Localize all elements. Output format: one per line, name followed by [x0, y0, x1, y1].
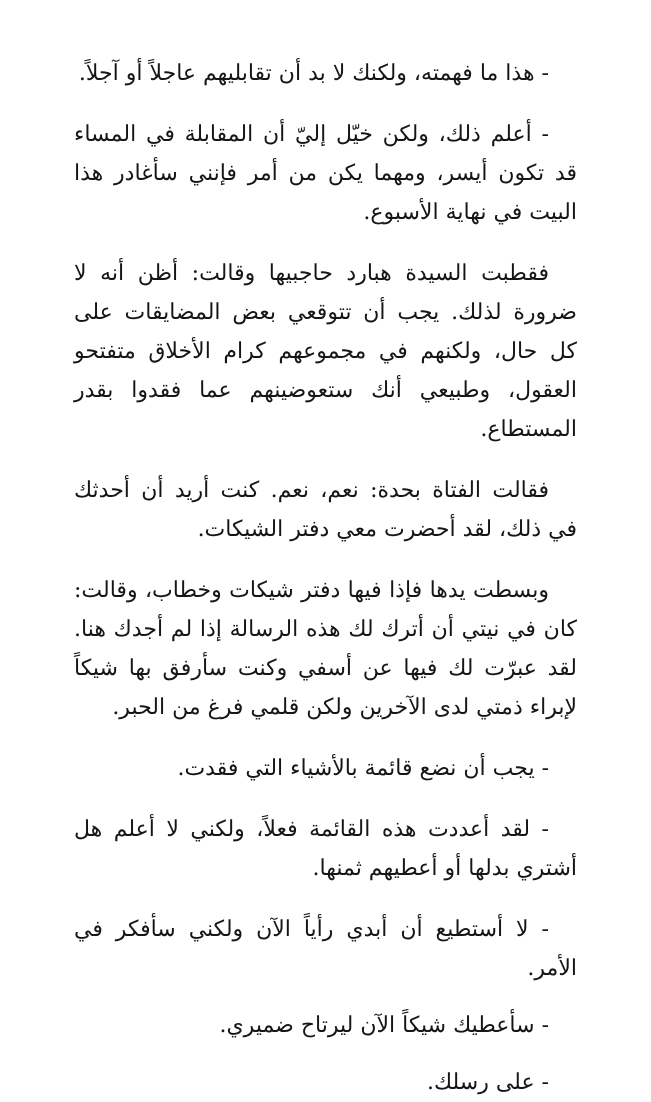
- paragraph-8: - لا أستطيع أن أبدي رأياً الآن ولكني سأفكر في الأمر.: [74, 917, 577, 981]
- paragraph-4: فقالت الفتاة بحدة: نعم، نعم. كنت أريد أن أحدثك في ذلك، لقد أحضرت معي دفتر الشيكات.: [74, 478, 577, 542]
- paragraph-5: وبسطت يدها فإذا فيها دفتر شيكات وخطاب، وقالت: كان في نيتي أن أترك لك هذه الرسالة إذا لم أجدك هنا. لقد عبرّت لك فيها عن أسفي وكنت سأرفق بها شيكاً لإبراء ذمتي لدى الآخرين ولكن قلمي فرغ من الحبر.: [74, 578, 577, 720]
- paragraph-7: - لقد أعددت هذه القائمة فعلاً، ولكني لا أعلم هل أشتري بدلها أو أعطيهم ثمنها.: [74, 817, 577, 881]
- paragraph-2: - أعلم ذلك، ولكن خيّل إليّ أن المقابلة في المساء قد تكون أيسر، ومهما يكن من أمر فإنني سأغادر هذا البيت في نهاية الأسبوع.: [74, 122, 577, 225]
- paragraph-10: - على رسلك.: [426, 1070, 549, 1095]
- paragraph-9: - سأعطيك شيكاً الآن ليرتاح ضميري.: [219, 1013, 549, 1038]
- paragraph-6: - يجب أن نضع قائمة بالأشياء التي فقدت.: [177, 756, 549, 781]
- paragraph-1: - هذا ما فهمته، ولكنك لا بد أن تقابليهم عاجلاً أو آجلاً.: [78, 61, 549, 86]
- paragraph-3: فقطبت السيدة هبارد حاجبيها وقالت: أظن أنه لا ضرورة لذلك. يجب أن تتوقعي بعض المضايقات على كل حال، ولكنهم في مجموعهم كرام الأخلاق متفتحو العقول، وطبيعي أنك ستعوضينهم عما فقدوا بقدر المستطاع.: [74, 261, 577, 442]
